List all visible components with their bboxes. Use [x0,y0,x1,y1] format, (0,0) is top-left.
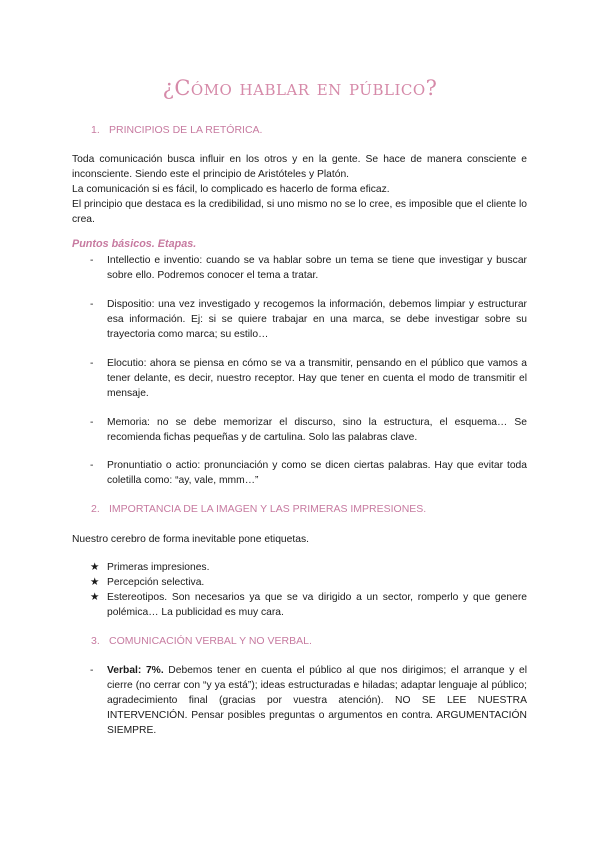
section-number: 2. [91,503,100,515]
star-icon: ★ [90,577,100,588]
dash-bullet: - [90,358,94,369]
list-item [90,590,527,620]
section2-intro: Nuestro cerebro de forma inevitable pone etiquetas. [72,534,309,545]
section-number: 3. [91,635,100,647]
list-item-text [107,663,527,738]
verbal-label: Verbal: 7%. [107,665,164,676]
list-item [90,415,527,445]
list-item-text: Memoria: no se debe memorizar el discurso, sino la estructura, el esquema… Se recomienda fichas pequeñas y de cartulina. Solo las palabras clave. [107,417,527,443]
list-item [90,356,527,401]
list-item-text: Intellectio e inventio: cuando se va hablar sobre un tema se tiene que investigar y buscar sobre ello. Podremos conocer el tema a tratar. [107,255,527,281]
section-heading-2 [91,503,426,515]
dash-bullet: - [90,299,94,310]
section-title: COMUNICACIÓN VERBAL Y NO VERBAL. [109,635,312,647]
list-item [90,253,527,283]
list-item-text: Pronuntiatio o actio: pronunciación y como se dicen ciertas palabras. Hay que evitar toda coletilla como: “ay, vale, mmm…” [107,460,527,486]
section-title: PRINCIPIOS DE LA RETÓRICA. [109,124,263,136]
list-item-text: Estereotipos. Son necesarios ya que se va dirigido a un sector, romperlo y que genere polémica… La publicidad es muy cara. [107,592,527,618]
list-item-text: Elocutio: ahora se piensa en cómo se va a transmitir, pensando en el público que vamos a tener delante, es decir, nuestro receptor. Hay que tener en cuenta el modo de transmitir el mensaje. [107,358,527,399]
intro-paragraph-3: El principio que destaca es la credibilidad, si uno mismo no se lo cree, es imposible que el cliente lo crea. [72,199,527,225]
intro-paragraph-2: La comunicación si es fácil, lo complicado es hacerlo de forma eficaz. [72,184,390,195]
list-item-text: Primeras impresiones. [107,562,210,573]
star-icon: ★ [90,562,100,573]
section-number: 1. [91,124,100,136]
dash-bullet: - [90,665,94,676]
dash-bullet: - [90,460,94,471]
intro-paragraph-1: Toda comunicación busca influir en los otros y en la gente. Se hace de manera consciente e inconsciente. Siendo este el principio de Aristóteles y Platón. [72,154,527,180]
stages-subheading: Puntos básicos. Etapas. [72,238,197,250]
document-title: ¿Cómo hablar en público? [162,76,438,100]
list-item [90,663,527,738]
star-icon: ★ [90,592,100,603]
section-heading-1 [91,124,262,136]
list-item [90,297,527,342]
list-item-text: Percepción selectiva. [107,577,205,588]
dash-bullet: - [90,417,94,428]
verbal-text: Debemos tener en cuenta el público al que nos dirigimos; el arranque y el cierre (no cerrar con “y ya está”); ideas estructuradas e hiladas; adaptar lenguaje al público; agradecimiento final (gracias por vuestra atención). NO SE LEE NUESTRA INTERVENCIÓN. Pensar posibles preguntas o argumentos en contra. ARGUMENTACIÓN SIEMPRE. [107,665,527,736]
section-heading-3 [91,635,312,647]
section-title: IMPORTANCIA DE LA IMAGEN Y LAS PRIMERAS IMPRESIONES. [109,503,427,515]
list-item [90,560,527,575]
list-item-text: Dispositio: una vez investigado y recogemos la información, debemos limpiar y estructurar esa información. Ej: si se quiere trabajar en una marca, se debe investigar sobre su trayectoria como marca; su estilo… [107,299,527,340]
list-item [90,575,527,590]
dash-bullet: - [90,255,94,266]
list-item [90,458,527,488]
